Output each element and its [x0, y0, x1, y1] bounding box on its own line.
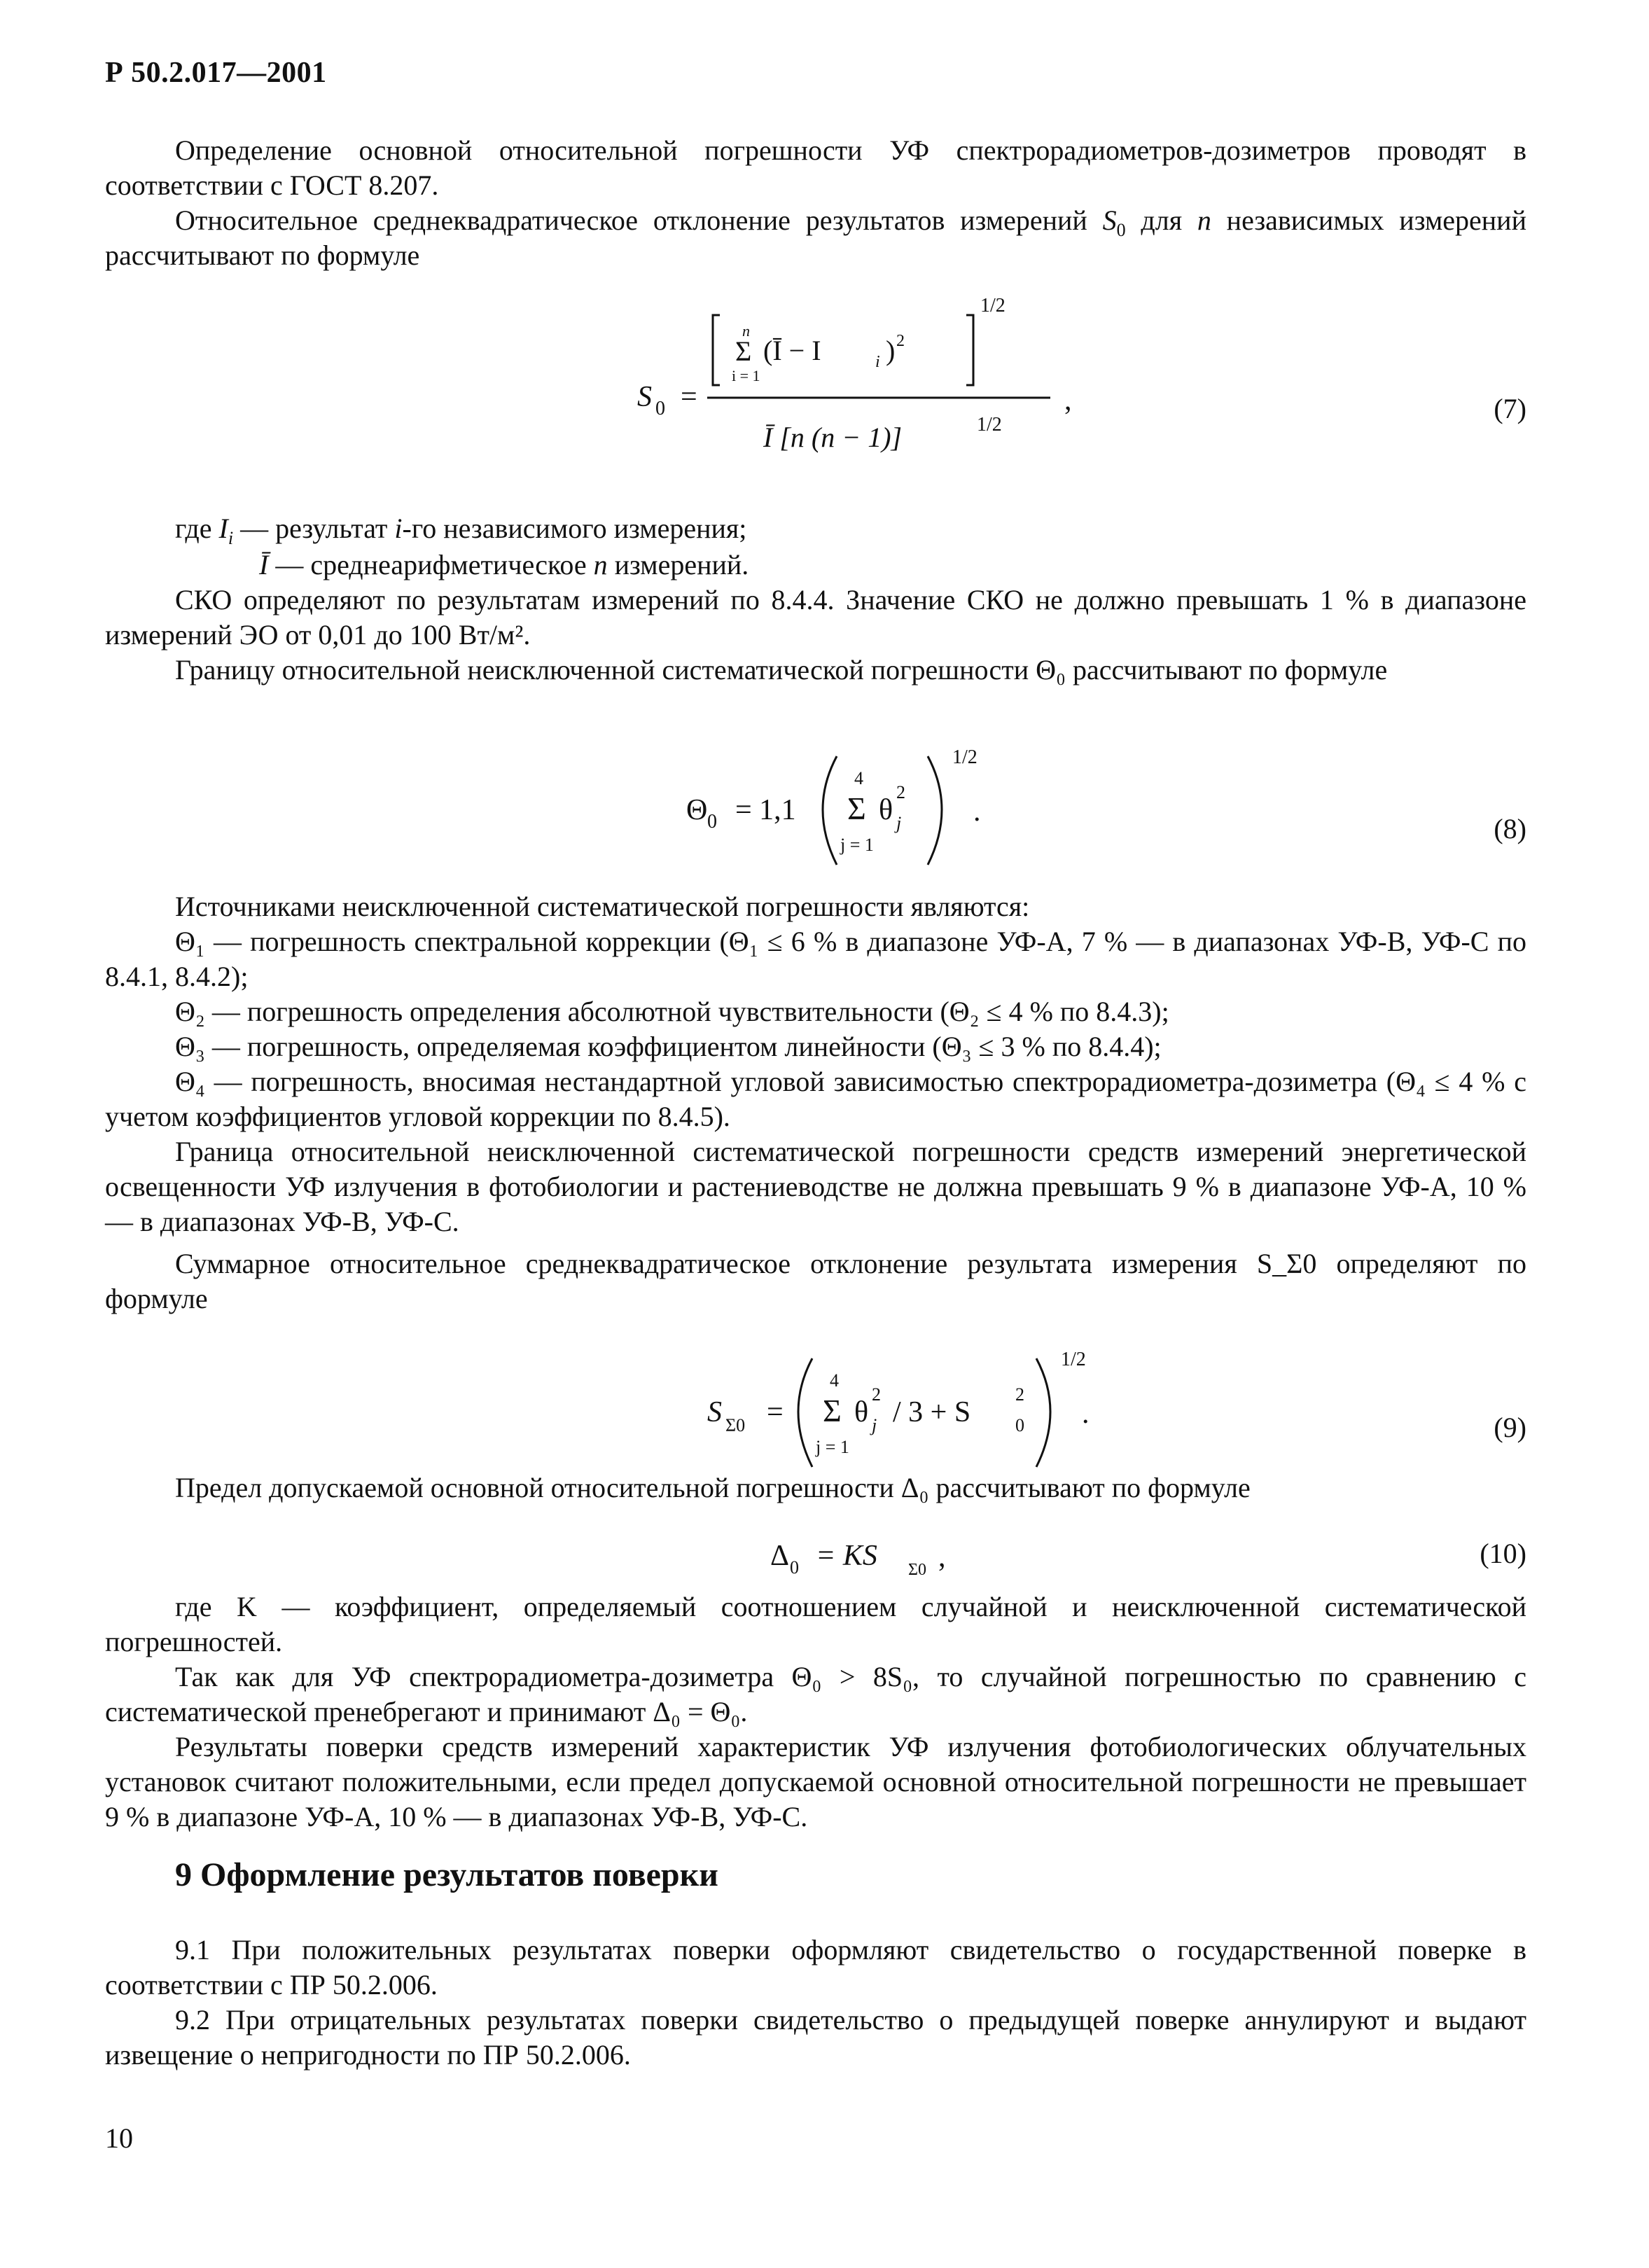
eq7-tail: , [1064, 384, 1072, 417]
eq7-exp: 1/2 [980, 295, 1006, 316]
eq8-sum-bot: j = 1 [840, 835, 874, 855]
eq8-left-paren [823, 756, 837, 865]
eq8-lhs: Θ [686, 794, 708, 826]
section-9-title: 9 Оформление результатов поверки [175, 1856, 718, 1893]
paragraph-theta2: Θ₂ — погрешность определения абсолютной чувствительности (Θ₂ ≤ 4 % по 8.4.3); [175, 996, 1169, 1027]
eq8-tail: . [973, 795, 981, 828]
paragraph-theta4: Θ₄ — погрешность, вносимая нестандартной угловой зависимостью спектрорадиометра-дозиметра (Θ₄ ≤ 4 % с учетом коэффициентов угловой коррекции по 8.4.5). [105, 1066, 1526, 1132]
eq7-sum-top: n [742, 322, 750, 340]
eq7-sum-bot: i = 1 [732, 367, 760, 384]
paragraph-theta3: Θ₃ — погрешность, определяемая коэффициентом линейности (Θ₃ ≤ 3 % по 8.4.4); [175, 1031, 1162, 1062]
document-page [105, 49, 1526, 2234]
eq10-tail: , [938, 1541, 946, 1573]
eq9-sigma: Σ [823, 1393, 842, 1428]
eq7-lhs-sub: 0 [655, 398, 665, 419]
eq9-left-paren [798, 1358, 812, 1467]
eq9-sum-top: 4 [830, 1370, 839, 1391]
paragraph-random-error: Так как для УФ спектрорадиометра-дозиметра Θ₀ > 8S₀, то случайной погрешностью по сравнению с систематической пренебрегают и принимают Δ₀ = Θ₀. [105, 1661, 1526, 1727]
paragraph-results: Результаты поверки средств измерений характеристик УФ излучения фотобиологических облучательных установок считают положительными, если предел допускаемой основной относительной погрешности не превышает 9 % в диапазоне УФ-А, 10 % — в диапазонах УФ-В, УФ-С. [105, 1731, 1526, 1832]
eq7-denominator: Ī [n (n − 1)] [763, 422, 903, 453]
equation-number-8: (8) [1494, 813, 1526, 844]
equation-number-7: (7) [1494, 393, 1526, 424]
eq8-right-paren [928, 756, 942, 865]
formula-8 [686, 742, 1078, 882]
eq7-square: 2 [896, 332, 905, 350]
where-clause-Ibar: Ī — среднеарифметическое n измерений. [259, 549, 749, 580]
paragraph-boundary: Граница относительной неисключенной систематической погрешности средств измерений энергетической освещенности УФ излучения в фотобиологии и растениеводстве не должна превышать 9 % в диапазоне УФ-А, 10 % — в диапазонах УФ-В, УФ-С. [105, 1136, 1526, 1237]
document-code: Р 50.2.017—2001 [105, 57, 327, 89]
paragraph-limit: Предел допускаемой основной относительной погрешности Δ₀ рассчитывают по формуле [175, 1472, 1251, 1503]
eq9-tail: . [1082, 1398, 1090, 1430]
eq7-sigma: Σ [735, 335, 752, 367]
eq7-body-sub: i [875, 353, 880, 371]
paragraph-total-deviation: Суммарное относительное среднеквадратическое отклонение результата измерения S_Σ0 определяют по формуле [105, 1248, 1526, 1314]
eq7-body-end: ) [886, 335, 896, 366]
eq8-lhs-sub: 0 [707, 811, 717, 833]
formula-7 [637, 287, 1141, 490]
eq7-left-bracket [713, 315, 720, 385]
eq8-sum-top: 4 [854, 768, 863, 788]
eq8-body: θ [879, 794, 893, 826]
eq7-body: (Ī − I [763, 335, 821, 366]
eq7-equals: = [681, 381, 697, 413]
eq10-rhs: = KS [816, 1540, 877, 1572]
eq8-exp: 1/2 [952, 746, 977, 768]
eq8-coef: = 1,1 [735, 794, 796, 826]
eq9-right-paren [1036, 1358, 1050, 1467]
paragraph-K: где K — коэффициент, определяемый соотношением случайной и неисключенной систематической погрешностей. [105, 1591, 1526, 1657]
formula-9 [707, 1344, 1211, 1484]
eq9-body: θ [854, 1396, 869, 1428]
paragraph-9-1: 9.1 При положительных результатах поверки оформляют свидетельство о государственной поверке в соответствии с ПР 50.2.006. [105, 1934, 1526, 2001]
eq9-lhs-sub: Σ0 [725, 1415, 746, 1435]
paragraph-sources: Источниками неисключенной систематической погрешности являются: [175, 891, 1030, 922]
paragraph-theta0: Границу относительной неисключенной систематической погрешности Θ₀ рассчитывают по формуле [175, 654, 1388, 686]
paragraph-sko: СКО определяют по результатам измерений по 8.4.4. Значение СКО не должно превышать 1 % в диапазоне измерений ЭО от 0,01 до 100 Вт/м². [105, 584, 1526, 651]
equation-number-9: (9) [1494, 1412, 1526, 1443]
eq9-exp: 1/2 [1061, 1349, 1086, 1370]
eq9-mid-sub: 0 [1015, 1415, 1024, 1435]
where-clause-Ii: где $I_i$ — результат i-го независимого измерения; [175, 513, 747, 548]
eq7-right-bracket [966, 315, 973, 385]
eq9-sum-bot: j = 1 [816, 1437, 849, 1457]
eq10-lhs-sub: 0 [790, 1557, 799, 1578]
eq7-lhs: S [637, 381, 652, 413]
eq9-mid: / 3 + S [893, 1396, 971, 1428]
paragraph-accuracy-method: Определение основной относительной погрешности УФ спектрорадиометров-дозиметров проводят в соответствии с ГОСТ 8.207. [105, 134, 1526, 201]
eq10-lhs: Δ [770, 1540, 790, 1572]
equation-number-10: (10) [1480, 1538, 1526, 1569]
eq8-square: 2 [896, 782, 905, 802]
eq9-lhs: S [707, 1396, 722, 1428]
eq8-body-sub: j [896, 813, 902, 833]
eq10-rhs-sub: Σ0 [908, 1561, 926, 1579]
eq7-den-exp: 1/2 [977, 414, 1002, 436]
eq9-equals: = [767, 1396, 784, 1428]
paragraph-9-2: 9.2 При отрицательных результатах поверки свидетельство о предыдущей поверке аннулируют и выдают извещение о непригодности по ПР 50.2.006. [105, 2004, 1526, 2071]
eq9-body-sub: j [872, 1415, 877, 1435]
eq8-sigma: Σ [847, 791, 866, 826]
eq9-square: 2 [872, 1384, 881, 1405]
paragraph-theta1: Θ₁ — погрешность спектральной коррекции (Θ₁ ≤ 6 % в диапазоне УФ-А, 7 % — в диапазонах УФ-В, УФ-С по 8.4.1, 8.4.2); [105, 926, 1526, 992]
eq9-mid-square: 2 [1015, 1384, 1024, 1405]
paragraph-std-deviation: Относительное среднеквадратическое отклонение результатов измерений $S_0$ для n независимых измерений рассчитывают по формуле [105, 204, 1526, 271]
page-number: 10 [105, 2122, 133, 2154]
formula-10 [770, 1526, 1050, 1582]
